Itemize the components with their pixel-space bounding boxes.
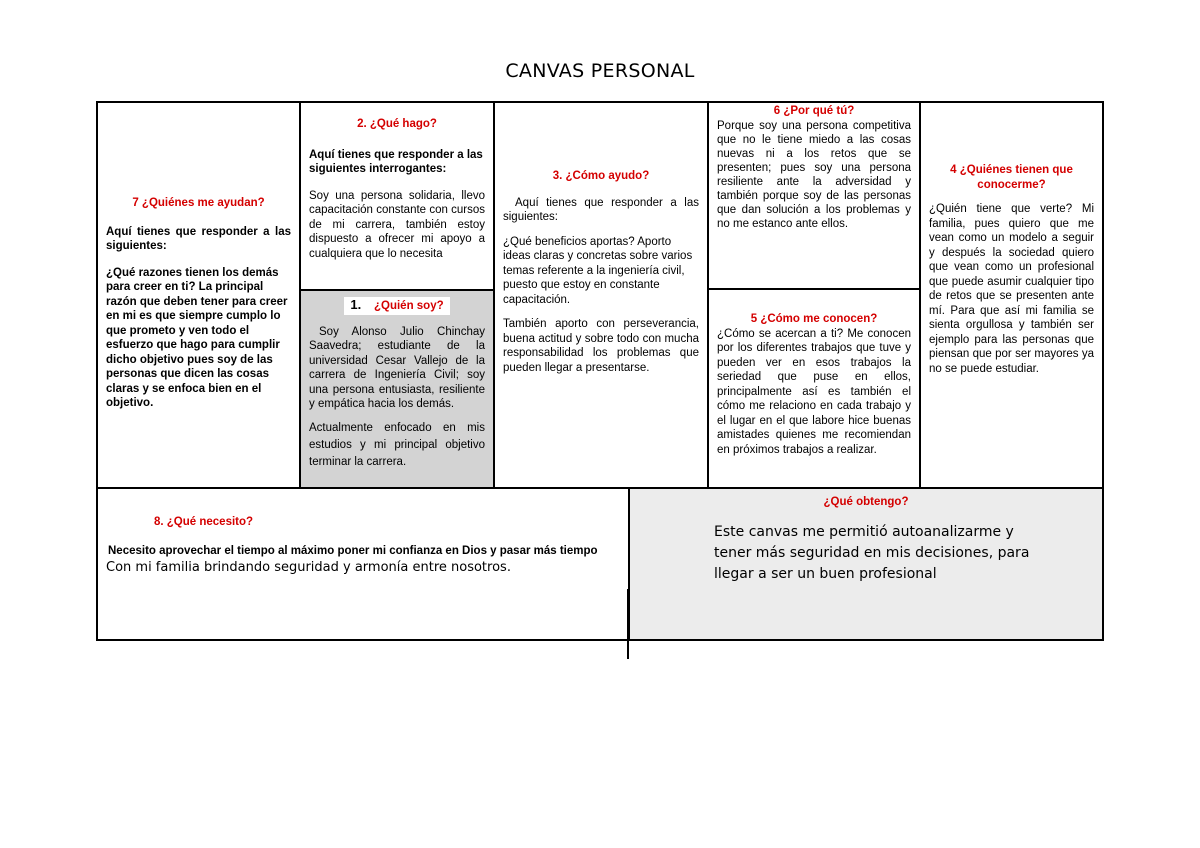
cell7-intro: Aquí tienes que responder a las siguientes: [106,225,291,252]
cell1-body2: Actualmente enfocado en mis estudios y mi principal objetivo terminar la carrera. [309,421,485,468]
cell-quien-soy [299,289,495,489]
cell3-body2: También aporto con perseverancia, buena actitud y sobre todo con mucha responsabilidad los problemas que pueden llegar a presentarse. [503,318,699,374]
cell-que-necesito [96,487,630,641]
cell-quienes-tienen-que-conocerme [919,101,1104,489]
cell9-heading: ¿Qué obtengo? [823,496,909,508]
cell1-label [344,297,449,315]
cell8-body-rest: Con mi familia brindando seguridad y armonía entre nosotros. [106,560,511,575]
cell-como-ayudo [493,101,709,489]
cell4-heading: 4 ¿Quiénes tienen que conocerme? [950,164,1073,191]
cell3-intro: Aquí tienes que responder a las siguientes: [503,196,699,223]
cell-quienes-me-ayudan [96,101,301,489]
cell4-body: ¿Quién tiene que verte? Mi familia, pues quiero que me vean como un modelo a seguir y después la sociedad quiero que vean como un profesional que puede asumir cualquier tipo de retos que se presenten ante mí. Para que así mi familia se sienta orgullosa y también ser ejemplo para las personas que piensan que por ser mayores ya no se puede estudiar. [929,203,1094,375]
cell2-body: Soy una persona solidaria, llevo capacitación constante con cursos de mi carrera, también estoy dispuesto a ofrecer mi apoyo a cualquiera que lo necesita [309,189,485,260]
cell-que-obtengo [628,487,1104,641]
page-title: CANVAS PERSONAL [505,60,695,82]
cell3-heading: 3. ¿Cómo ayudo? [552,170,650,182]
cell7-heading: 7 ¿Quiénes me ayudan? [132,197,265,209]
cell9-body: Este canvas me permitió autoanalizarme y tener más seguridad en mis decisiones, para llegar a ser un buen profesional [714,523,1030,582]
cell5-heading: 5 ¿Cómo me conocen? [750,313,878,325]
divider-line [627,589,629,659]
cell-que-hago [299,101,495,291]
cell7-body: ¿Qué razones tienen los demás para creer en ti? La principal razón que deben tener para creer en mi es que siempre cumplo lo que prometo y ven todo el esfuerzo que hago para cumplir dicho objetivo pues soy de las personas que dicen las cosas claras y se enfoca bien en el objetivo. [106,266,288,409]
cell2-intro: Aquí tienes que responder a las siguientes interrogantes: [309,148,483,175]
cell1-number: 1. [350,297,362,312]
cell-como-me-conocen [707,288,921,489]
cell8-body-bold: Necesito aprovechar el tiempo al máximo poner mi confianza en Dios y pasar más tiempo [108,544,598,557]
cell6-heading: 6 ¿Por qué tú? [773,105,855,117]
cell6-body: Porque soy una persona competitiva que no le tiene miedo a las cosas nuevas ni a los retos que se presenten; pues soy una persona resiliente ante la adversidad y también porque soy de las personas que dan solución a los problemas y no me estanco ante ellos. [717,119,911,230]
cell8-heading: 8. ¿Qué necesito? [154,516,254,528]
cell1-heading: ¿Quién soy? [373,300,444,312]
cell5-body: ¿Cómo se acercan a ti? Me conocen por los diferentes trabajos que tuve y pueden ver en esos trabajos la seriedad que puse en ellos, principalmente así es también el cómo me relaciono en cada trabajo y el lugar en el que labore hice buenas amistades quienes me recomiendan en próximos trabajos a realizar. [717,327,911,456]
cell1-body: Soy Alonso Julio Chinchay Saavedra; estudiante de la universidad Cesar Vallejo de la carrera de Ingeniería Civil; soy una persona entusiasta, resiliente y empática hacia los demás. [309,325,485,410]
cell3-body: ¿Qué beneficios aportas? Aporto ideas claras y concretas sobre varios temas referente a la ingeniería civil, puesto que estoy en constante capacitación. [503,235,693,306]
cell1-heading-row [309,297,485,315]
cell2-heading: 2. ¿Qué hago? [357,118,437,130]
cell-por-que-tu [707,101,921,290]
